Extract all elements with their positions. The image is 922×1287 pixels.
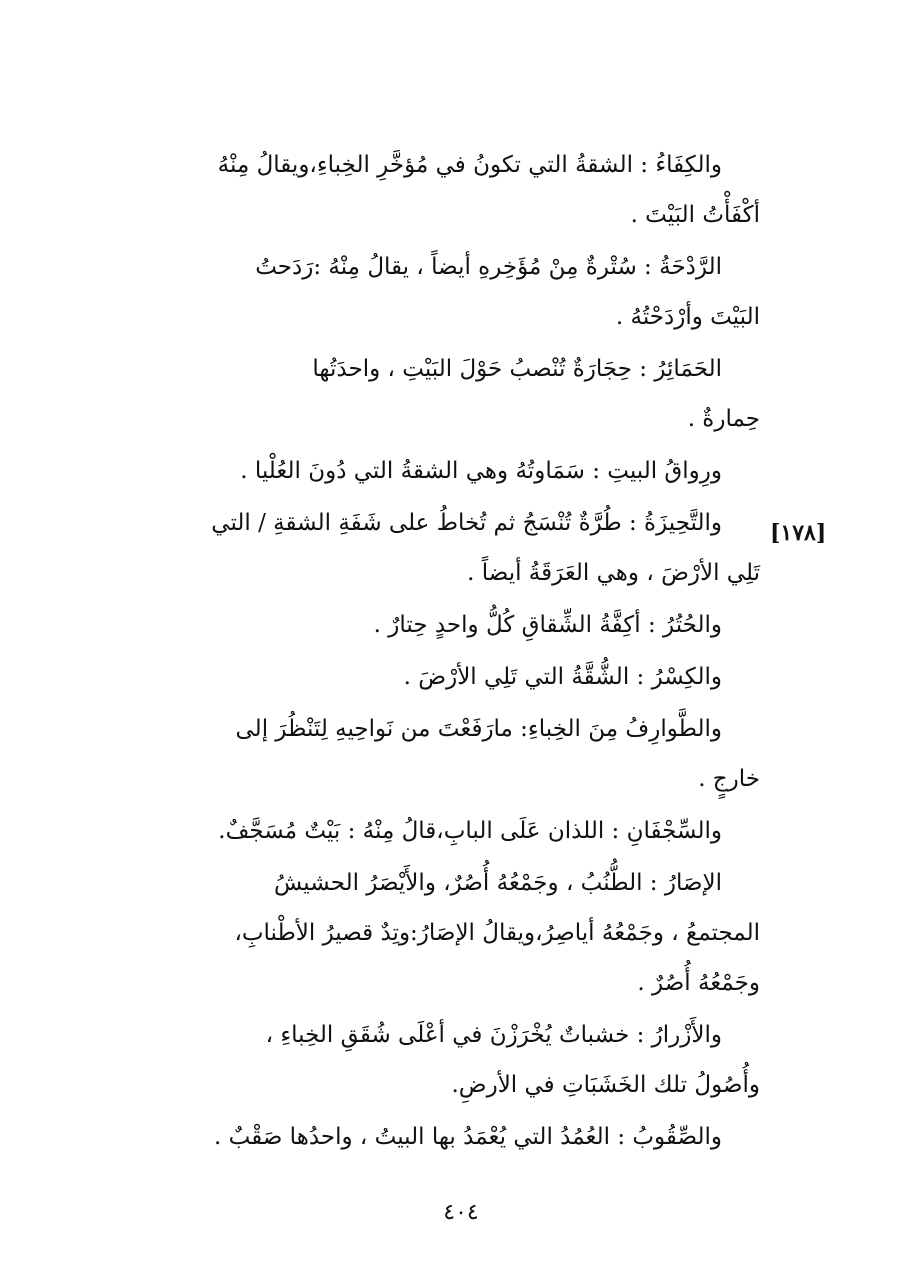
- entry-hamair: [110, 344, 760, 444]
- entry-kisr: [110, 652, 760, 702]
- paragraph-line: وجَمْعُهُ أُصُرٌ .: [637, 970, 760, 996]
- paragraph-line: حِمارةٌ .: [687, 406, 760, 432]
- marginal-page-reference: [١٧٨]: [770, 520, 827, 546]
- paragraph-line: الرَّدْحَةُ : سُتْرةٌ مِنْ مُؤَخِرهِ أيضاً ، يقالُ مِنْهُ :رَدَحتُ: [255, 254, 722, 280]
- paragraph-line: البَيْتَ وأرْدَحْتُهُ .: [615, 304, 760, 330]
- entry-radha: [110, 242, 760, 342]
- paragraph-line: والأَزْرارُ : خشباتٌ يُخْرَزْنَ في أعْلَى شُقَقِ الخِباءِ ،: [265, 1022, 722, 1048]
- paragraph-line: والصِّقُوبُ : العُمُدُ التي يُعْمَدُ بها البيتُ ، واحدُها صَقْبٌ .: [214, 1124, 722, 1150]
- paragraph-line: ورِواقُ البيتِ : سَمَاوتُهُ وهي الشقةُ التي دُونَ العُلْيا .: [240, 458, 722, 484]
- paragraph-line: والتَّحِيزَةُ : طُرَّةٌ تُنْسَجُ ثم تُخاطُ على شَفَةِ الشقةِ / التي: [211, 510, 722, 536]
- main-text: [110, 140, 760, 1164]
- paragraph-line: أكْفَأْتُ البَيْتَ .: [630, 202, 760, 228]
- paragraph-line: والكِفَاءُ : الشقةُ التي تكونُ في مُؤخَّرِ الخِباءِ،ويقالُ مِنْهُ: [217, 152, 722, 178]
- entry-hutur: [110, 600, 760, 650]
- paragraph-line: خارجٍ .: [698, 766, 760, 792]
- paragraph-line: والطَّوارِفُ مِنَ الخِباءِ: مارَفَعْتَ من نَواحِيهِ لِتَنْظُرَ إلى: [235, 716, 722, 742]
- entry-azrar: [110, 1010, 760, 1110]
- page-number: ٤٠٤: [443, 1200, 479, 1225]
- entry-tahiza: [110, 498, 760, 598]
- paragraph-line: وأُصُولُ تلك الخَشَبَاتِ في الأرضِ.: [451, 1072, 760, 1098]
- paragraph-line: والحُتُرُ : أكِفَّةُ الشِّقاقِ كُلُّ واحدٍ حِتارٌ .: [373, 612, 722, 638]
- paragraph-line: المجتمعُ ، وجَمْعُهُ أياصِرُ،ويقالُ الإصَارُ:وتِدٌ قصيرُ الأطْنابِ،: [234, 920, 760, 946]
- paragraph-line: الإصَارُ : الطُّنُبُ ، وجَمْعُهُ أُصُرٌ، والأَيْصَرُ الحشيشُ: [273, 870, 722, 896]
- entry-kifa: [110, 140, 760, 240]
- paragraph-line: والسِّجْفَانِ : اللذان عَلَى البابِ،قالُ مِنْهُ : بَيْتٌ مُسَجَّفٌ.: [218, 818, 722, 844]
- entry-riwaq: [110, 446, 760, 496]
- paragraph-line: والكِسْرُ : الشُّقَّةُ التي تَلِي الأرْضَ .: [403, 664, 722, 690]
- entry-isar: [110, 858, 760, 1008]
- entry-suqub: [110, 1112, 760, 1162]
- entry-sijfan: [110, 806, 760, 856]
- entry-tawarif: [110, 704, 760, 804]
- paragraph-line: تَلِي الأرْضَ ، وهي العَرَقَةُ أيضاً .: [467, 560, 760, 586]
- paragraph-line: الحَمَائِرُ : حِجَارَةٌ تُنْصبُ حَوْلَ البَيْتِ ، واحدَتُها: [312, 356, 722, 382]
